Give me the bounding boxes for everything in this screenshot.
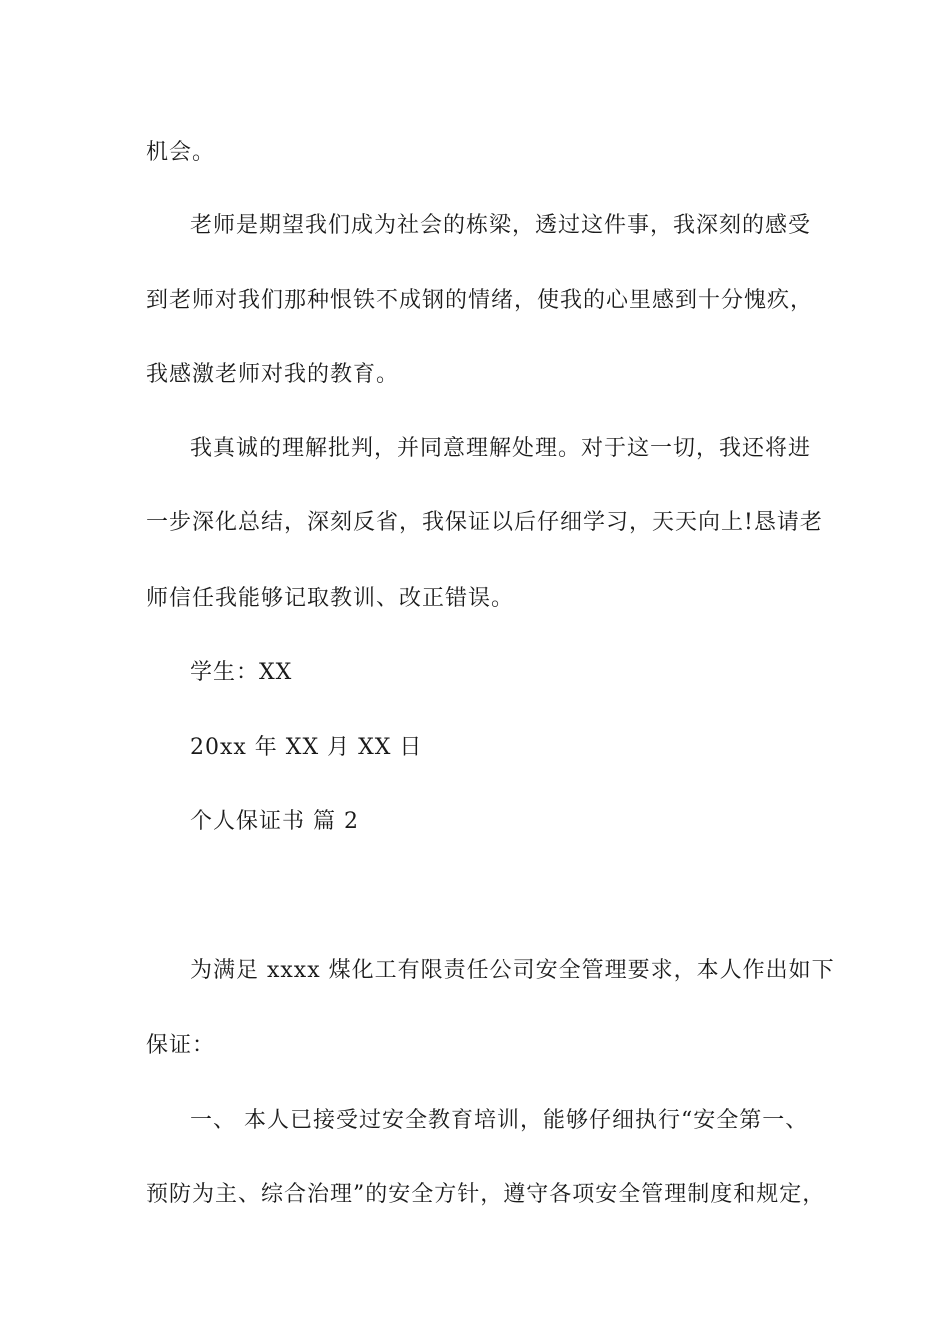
text-line-5: 我真诚的理解批判，并同意理解处理。对于这一切，我还将进 xyxy=(190,436,812,461)
text-line-2: 老师是期望我们成为社会的栋梁，透过这件事，我深刻的感受 xyxy=(190,213,812,238)
text-line-4: 我感激老师对我的教育。 xyxy=(146,362,400,387)
text-line-6: 一步深化总结，深刻反省，我保证以后仔细学习，天天向上!恳请老 xyxy=(146,510,823,535)
text-line-1: 机会。 xyxy=(146,140,216,165)
text-line-11: 为满足 xxxx 煤化工有限责任公司安全管理要求，本人作出如下 xyxy=(190,958,835,983)
text-line-3: 到老师对我们那种恨铁不成钢的情绪，使我的心里感到十分愧疚， xyxy=(146,288,814,313)
text-line-7: 师信任我能够记取教训、改正错误。 xyxy=(146,586,515,611)
signature-date: 20xx 年 XX 月 XX 日 xyxy=(190,735,423,760)
section-heading: 个人保证书 篇 2 xyxy=(190,809,359,834)
text-line-12: 保证： xyxy=(146,1033,216,1058)
text-line-14: 预防为主、综合治理”的安全方针，遵守各项安全管理制度和规定， xyxy=(146,1182,826,1207)
text-line-13: 一、 本人已接受过安全教育培训，能够仔细执行“安全第一、 xyxy=(190,1108,809,1133)
signature-student: 学生：XX xyxy=(190,660,293,685)
